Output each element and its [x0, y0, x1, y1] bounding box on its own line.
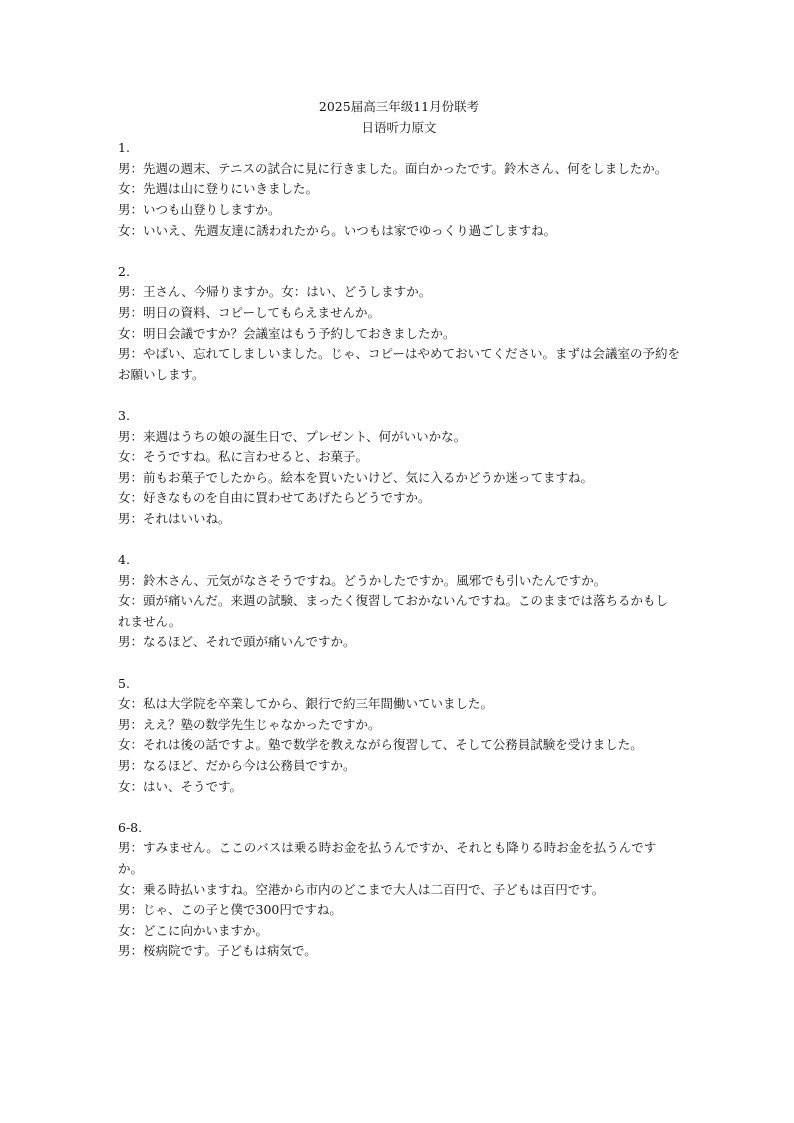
section-1: [118, 138, 680, 241]
section-3: [118, 406, 680, 530]
section-5: [118, 674, 680, 798]
section-number: 1.: [118, 140, 130, 156]
dialogue-line: 男：来週はうちの娘の誕生日で、プレゼント、何がいいかな。: [118, 428, 467, 444]
dialogue-line: 男：ええ？塾の数学先生じゃなかったですか。: [118, 716, 381, 732]
section-6-8: [118, 818, 680, 962]
dialogue-line: 男：じゃ、この子と僕で300円ですね。: [118, 902, 342, 918]
dialogue-line: 女：私は大学院を卒業してから、銀行で約三年間働いていました。: [118, 696, 494, 712]
dialogue-line: 男：すみません。ここのバスは乗る時お金を払うんですか、それとも降りる時お金を払うんですか。: [118, 840, 657, 876]
dialogue-line: 男：鈴木さん、元気がなさそうですね。どうかしたですか。風邪でも引いたんですか。: [118, 572, 607, 588]
section-number: 6-8.: [118, 819, 143, 835]
dialogue-line: 男：桜病院です。子どもは病気で。: [118, 943, 317, 959]
dialogue-line: 男：いつも山登りしますか。: [118, 201, 281, 217]
dialogue-line: 女：それは後の話ですよ。塾で数学を教えながら復習して、そして公務員試験を受けました。: [118, 737, 643, 753]
dialogue-line: 男：明日の資料、コピーしてもらえませんか。: [118, 304, 381, 320]
document-page: [118, 97, 680, 983]
section-number: 3.: [118, 407, 130, 423]
dialogue-line: 男：なるほど、だから今は公務員ですか。: [118, 758, 356, 773]
dialogue-line: 男：やばい、忘れてしましいました。じゃ、コピーはやめておいてください。まずは会議室の予約をお願いします。: [118, 346, 681, 382]
section-4: [118, 550, 680, 653]
dialogue-line: 女：乗る時払いますね。空港から市内のどこまで大人は二百円で、子どもは百円です。: [118, 881, 605, 897]
dialogue-line: 女：先週は山に登りにいきました。: [118, 181, 319, 197]
section-number: 2.: [118, 263, 130, 279]
dialogue-line: 女：はい、そうです。: [118, 778, 243, 794]
dialogue-line: 女：そうですね。私に言わせると、お菓子。: [118, 449, 369, 465]
dialogue-line: 女：好きなものを自由に買わせてあげたらどうですか。: [118, 490, 431, 506]
dialogue-line: 女：どこに向かいますか。: [118, 922, 269, 938]
dialogue-line: 女：明日会議ですか？会議室はもう予約しておきましたか。: [118, 325, 456, 341]
dialogue-line: 男：前もお菓子でしたから。絵本を買いたいけど、気に入るかどうか迷ってますね。: [118, 469, 594, 485]
dialogue-line: 男：なるほど、それで頭が痛いんですか。: [118, 634, 356, 650]
section-number: 4.: [118, 552, 130, 568]
dialogue-line: 男：先週の週末、テニスの試合に見に行きました。面白かったです。鈴木さん、何をしましたか。: [118, 160, 668, 176]
document-subtitle: 日语听力原文: [361, 119, 437, 135]
document-title: 2025届高三年级11月份联考: [318, 99, 480, 114]
section-2: [118, 262, 680, 386]
section-number: 5.: [118, 675, 130, 691]
dialogue-line: 男：王さん、今帰りますか。女：はい、どうしますか。: [118, 284, 432, 300]
dialogue-line: 女：頭が痛いんだ。来週の試験、まったく復習しておかないんですね。このままでは落ちるかもしれません。: [118, 593, 669, 629]
dialogue-line: 男：それはいいね。: [118, 510, 231, 526]
dialogue-line: 女：いいえ、先週友達に誘われたから。いつもは家でゆっくり過ごしますね。: [118, 222, 557, 238]
